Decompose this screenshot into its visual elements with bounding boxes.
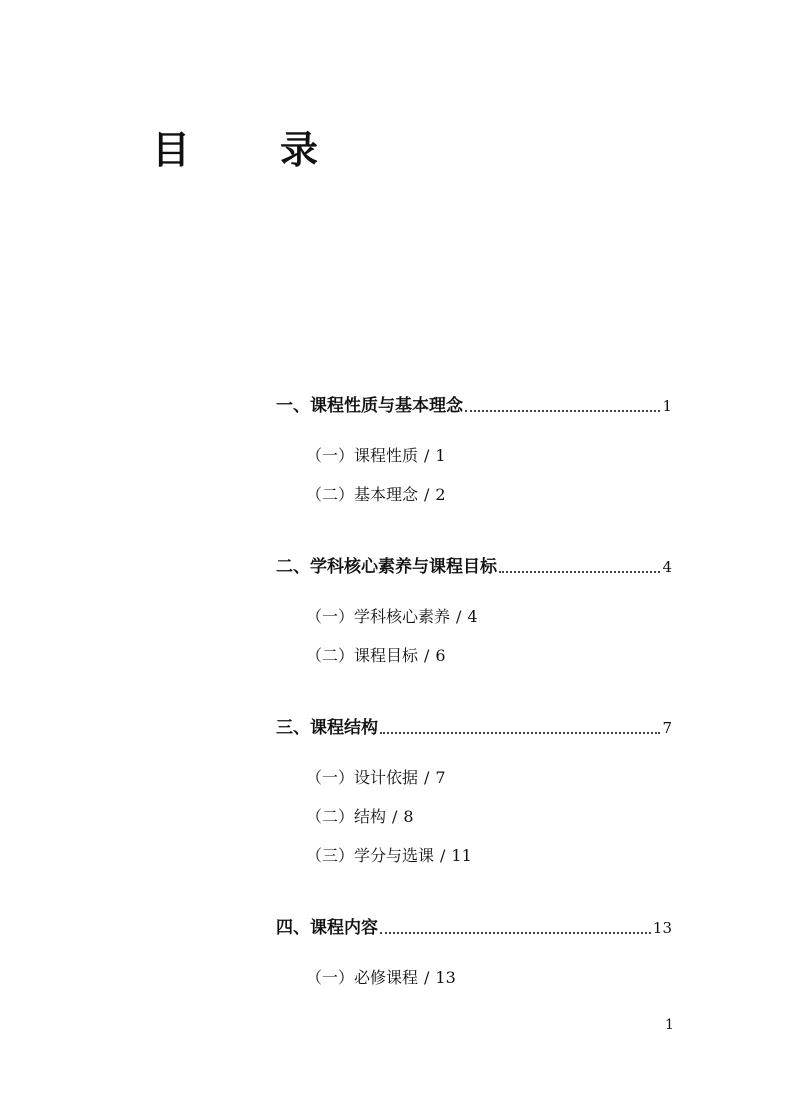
page-title: 目 录 [152, 127, 345, 172]
toc-section-1-1[interactable] [306, 444, 446, 468]
toc-section-2-1[interactable] [306, 605, 478, 629]
toc-section-2-2[interactable] [306, 644, 446, 668]
dot-leader [380, 732, 660, 734]
toc-section-3-1[interactable] [306, 766, 446, 790]
toc-section-3-3[interactable] [306, 844, 472, 868]
chapter-page-number: 7 [662, 719, 672, 737]
chapter-title: 三、课程结构 [276, 718, 378, 738]
separator: / [456, 607, 462, 626]
section-page-number: 4 [467, 607, 478, 626]
dot-leader [499, 571, 660, 573]
section-title: （一）必修课程 [306, 968, 419, 987]
toc-section-4-1[interactable] [306, 966, 456, 990]
chapter-page-number: 4 [662, 558, 672, 576]
toc-section-1-2[interactable] [306, 483, 446, 507]
section-title: （一）设计依据 [306, 768, 419, 787]
dot-leader [465, 410, 660, 412]
section-page-number: 6 [435, 646, 446, 665]
chapter-title: 四、课程内容 [276, 918, 378, 938]
separator: / [424, 646, 430, 665]
separator: / [424, 446, 430, 465]
section-page-number: 13 [435, 968, 456, 987]
separator: / [424, 768, 430, 787]
section-title: （二）基本理念 [306, 485, 419, 504]
section-page-number: 7 [435, 768, 446, 787]
separator: / [424, 485, 430, 504]
chapter-page-number: 1 [662, 397, 672, 415]
chapter-title: 一、课程性质与基本理念 [276, 396, 463, 416]
toc-section-3-2[interactable] [306, 805, 414, 829]
section-title: （二）课程目标 [306, 646, 419, 665]
section-title: （一）课程性质 [306, 446, 419, 465]
separator: / [392, 807, 398, 826]
section-page-number: 2 [435, 485, 446, 504]
chapter-page-number: 13 [652, 919, 672, 937]
page-number-footer: 1 [665, 1017, 674, 1033]
separator: / [440, 846, 446, 865]
section-title: （二）结构 [306, 807, 387, 826]
separator: / [424, 968, 430, 987]
chapter-title: 二、学科核心素养与课程目标 [276, 557, 497, 577]
dot-leader [380, 932, 651, 934]
toc-chapter-4[interactable] [276, 916, 672, 940]
toc-chapter-1[interactable] [276, 394, 672, 418]
toc-chapter-2[interactable] [276, 555, 672, 579]
section-page-number: 8 [403, 807, 414, 826]
section-page-number: 1 [435, 446, 446, 465]
section-title: （三）学分与选课 [306, 846, 435, 865]
section-page-number: 11 [451, 846, 472, 865]
section-title: （一）学科核心素养 [306, 607, 451, 626]
toc-chapter-3[interactable] [276, 716, 672, 740]
